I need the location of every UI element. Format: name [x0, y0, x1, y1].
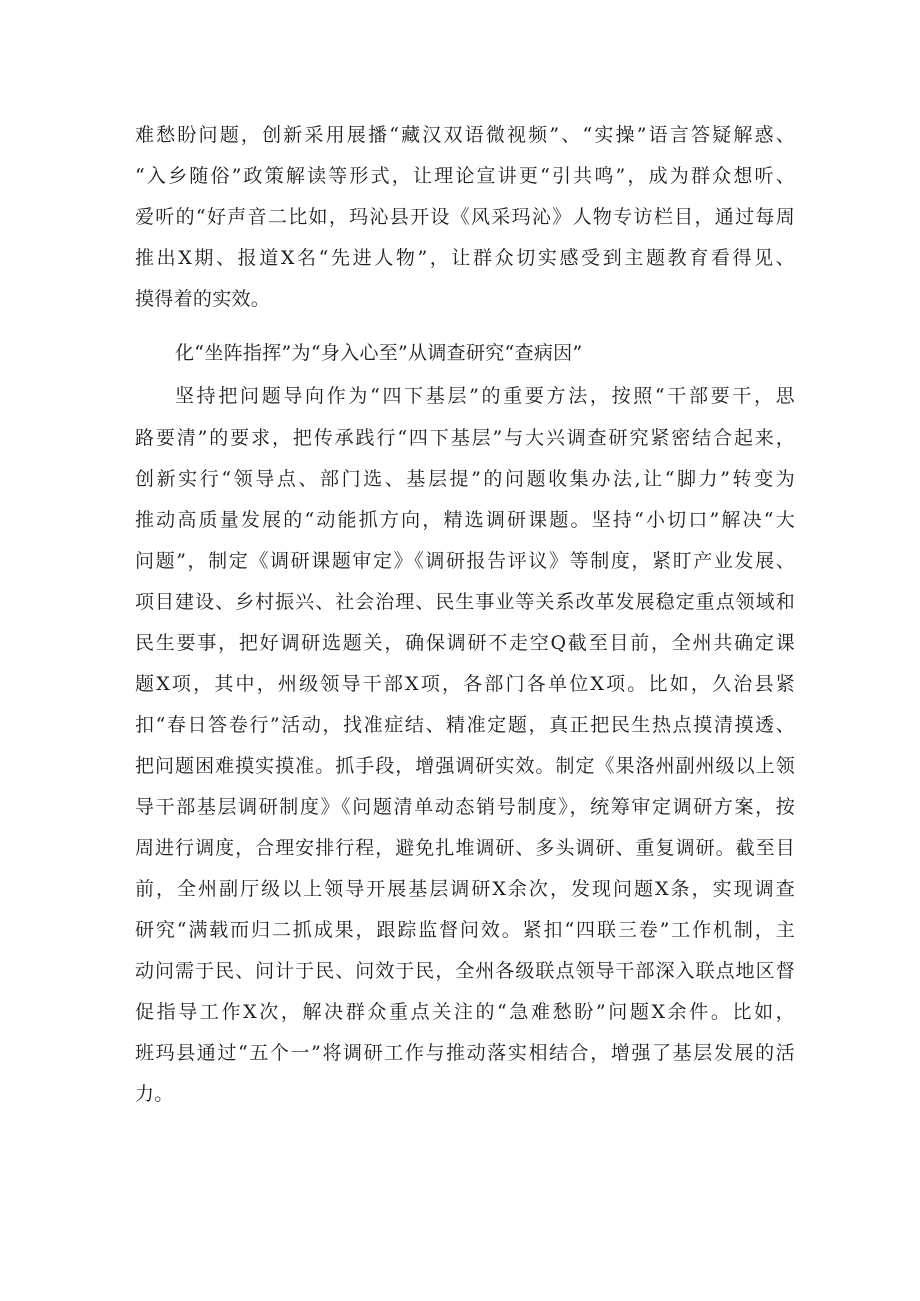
text-line: 扣“春日答卷行”活动，找准症结、精准定题，真正把民生热点摸清摸透、 [135, 714, 795, 736]
text-line: 力。 [135, 1083, 174, 1105]
text-line: 坚持把问题导向作为“四下基层”的重要方法，按照“干部要干，思 [175, 385, 795, 407]
text-line: 动问需于民、问计于民、问效于民，全州各级联点领导干部深入联点地区督 [135, 960, 795, 982]
text-line: 前，全州副厅级以上领导开展基层调研X余次，发现问题X条，实现调查 [135, 878, 795, 900]
text-line: 难愁盼问题，创新采用展播“藏汉双语微视频”、“实操”语言答疑解惑、 [135, 124, 795, 146]
text-line: 把问题困难摸实摸准。抓手段，增强调研实效。制定《果洛州副州级以上领 [135, 755, 795, 777]
text-line: 推动高质量发展的“动能抓方向，精选调研课题。坚持“小切口”解决“大 [135, 509, 795, 531]
text-line: 路要清”的要求，把传承践行“四下基层”与大兴调查研究紧密结合起来， [135, 427, 795, 449]
text-line: 问题”，制定《调研课题审定》《调研报告评议》等制度，紧盯产业发展、 [135, 550, 795, 572]
text-line: 导干部基层调研制度》《问题清单动态销号制度》，统筹审定调研方案，按 [135, 796, 795, 818]
text-line: 研究“满载而归二抓成果，跟踪监督问效。紧扣“四联三卷”工作机制，主 [135, 919, 795, 941]
text-line: 创新实行“领导点、部门选、基层提”的问题收集办法,让“脚力”转变为 [135, 468, 795, 490]
text-line: 题X项，其中，州级领导干部X项，各部门各单位X项。比如，久治县紧 [135, 673, 795, 695]
section-heading: 化“坐阵指挥”为“身入心至”从调查研究“查病因” [175, 342, 583, 364]
text-line: 周进行调度，合理安排行程，避免扎堆调研、多头调研、重复调研。截至目 [135, 837, 795, 859]
text-line: 班玛县通过“五个一”将调研工作与推动落实相结合，增强了基层发展的活 [135, 1042, 795, 1064]
text-line: 项目建设、乡村振兴、社会治理、民生事业等关系改革发展稳定重点领域和 [135, 591, 795, 613]
text-line: 民生要事，把好调研选题关，确保调研不走空Q截至目前，全州共确定课 [135, 632, 795, 654]
text-line: “入乡随俗”政策解读等形式，让理论宣讲更“引共鸣”，成为群众想听、 [135, 165, 795, 187]
text-line: 促指导工作X次，解决群众重点关注的“急难愁盼”问题X余件。比如， [135, 1001, 795, 1023]
text-line: 摸得着的实效。 [135, 288, 271, 310]
text-line: 推出X期、报道X名“先进人物”，让群众切实感受到主题教育看得见、 [135, 247, 795, 269]
text-line: 爱听的“好声音二比如，玛沁县开设《风采玛沁》人物专访栏目，通过每周 [135, 206, 795, 228]
